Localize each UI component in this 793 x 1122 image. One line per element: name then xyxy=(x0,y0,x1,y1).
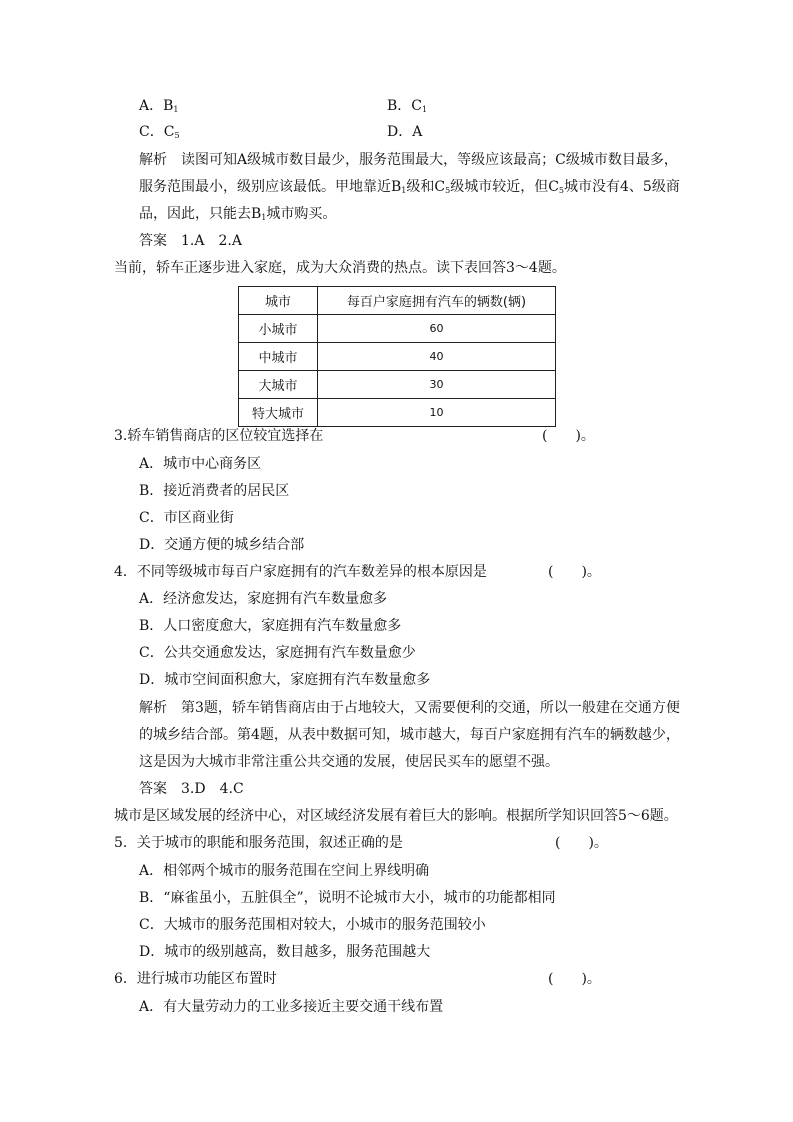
table-cell-value: 60 xyxy=(318,315,556,343)
question-stem: 6．进行城市功能区布置时 xyxy=(114,971,277,987)
option-a: A．有大量劳动力的工业多接近主要交通干线布置 xyxy=(139,999,444,1015)
subscript: 1 xyxy=(261,213,267,222)
option-a: A．城市中心商务区 xyxy=(139,456,262,472)
subscript: 5 xyxy=(445,186,451,195)
question-stem: 3.轿车销售商店的区位较宜选择在 xyxy=(114,428,324,444)
table-cell-value: 40 xyxy=(318,343,556,371)
table-cell-city: 小城市 xyxy=(239,315,318,343)
analysis-line: 这是因为大城市非常注重公共交通的发展，使居民买车的愿望不强。 xyxy=(139,754,559,770)
option-d: D．城市的级别越高，数目越多，服务范围越大 xyxy=(139,944,431,960)
answer-blank: ( )。 xyxy=(542,428,595,444)
table-header-cell: 城市 xyxy=(239,287,318,315)
table-row xyxy=(239,399,556,427)
analysis-text: 服务范围最小，级别应该最低。甲地靠近B xyxy=(139,179,402,195)
answer-blank: ( )。 xyxy=(548,971,601,987)
intro-text: 当前，轿车正逐步进入家庭，成为大众消费的热点。读下表回答3～4题。 xyxy=(114,260,566,276)
option-text: A．B xyxy=(139,98,174,114)
analysis-text: 品，因此，只能去B xyxy=(139,206,262,222)
option-d: D．城市空间面积愈大，家庭拥有汽车数量愈多 xyxy=(139,672,431,688)
option-b xyxy=(387,96,427,120)
table-row xyxy=(239,343,556,371)
option-d: D．A xyxy=(387,124,423,140)
table-row xyxy=(239,315,556,343)
answer-blank: ( )。 xyxy=(548,564,601,580)
subscript: 5 xyxy=(174,131,180,140)
table-cell-city: 中城市 xyxy=(239,343,318,371)
analysis-text: 级和C xyxy=(406,179,446,195)
table-cell-value: 10 xyxy=(318,399,556,427)
question-stem: 5．关于城市的职能和服务范围，叙述正确的是 xyxy=(114,835,403,851)
analysis-line: 的城乡结合部。第4题，从表中数据可知，城市越大，每百户家庭拥有汽车的辆数越少， xyxy=(139,727,680,743)
analysis-text: 级城市较近，但C xyxy=(450,179,559,195)
answer-blank: ( )。 xyxy=(555,835,608,851)
subscript: 1 xyxy=(401,186,407,195)
subscript: 1 xyxy=(422,105,428,114)
intro-text: 城市是区域发展的经济中心，对区域经济发展有着巨大的影响。根据所学知识回答5～6题。 xyxy=(114,808,678,824)
option-a: A．经济愈发达，家庭拥有汽车数量愈多 xyxy=(139,591,388,607)
option-c: C．大城市的服务范围相对较大，小城市的服务范围较小 xyxy=(139,917,486,933)
option-b: B．人口密度愈大，家庭拥有汽车数量愈多 xyxy=(139,618,402,634)
question-stem: 4．不同等级城市每百户家庭拥有的汽车数差异的根本原因是 xyxy=(114,564,487,580)
table-cell-city: 特大城市 xyxy=(239,399,318,427)
option-c xyxy=(139,122,180,146)
option-b: B．接近消费者的居民区 xyxy=(139,483,290,499)
option-a xyxy=(139,96,179,120)
table-cell-value: 30 xyxy=(318,371,556,399)
table-header-cell: 每百户家庭拥有汽车的辆数(辆) xyxy=(318,287,556,315)
answer-line: 答案 1.A 2.A xyxy=(139,233,242,249)
car-ownership-table xyxy=(238,286,556,427)
subscript: 1 xyxy=(173,105,179,114)
analysis-line xyxy=(139,177,680,201)
option-d: D．交通方便的城乡结合部 xyxy=(139,537,305,553)
option-text: B．C xyxy=(387,98,422,114)
subscript: 5 xyxy=(558,186,565,195)
option-c: C．市区商业街 xyxy=(139,510,234,526)
analysis-line xyxy=(139,204,336,228)
option-text: C．C xyxy=(139,124,175,140)
table-cell-city: 大城市 xyxy=(239,371,318,399)
analysis-text: 城市购买。 xyxy=(266,206,337,222)
analysis-text: 城市没有4、5级商 xyxy=(564,179,680,195)
table-row xyxy=(239,371,556,399)
answer-line: 答案 3.D 4.C xyxy=(139,781,244,797)
option-c: C．公共交通愈发达，家庭拥有汽车数量愈少 xyxy=(139,645,416,661)
analysis-line: 解析 第3题，轿车销售商店由于占地较大，又需要便利的交通，所以一般建在交通方便 xyxy=(139,700,680,716)
option-a: A．相邻两个城市的服务范围在空间上界线明确 xyxy=(139,863,430,879)
option-b: B．“麻雀虽小，五脏俱全”，说明不论城市大小，城市的功能都相同 xyxy=(139,890,556,906)
table-header-row xyxy=(239,287,556,315)
analysis-line: 解析 读图可知A级城市数目最少，服务范围最大，等级应该最高；C级城市数目最多， xyxy=(139,152,678,168)
